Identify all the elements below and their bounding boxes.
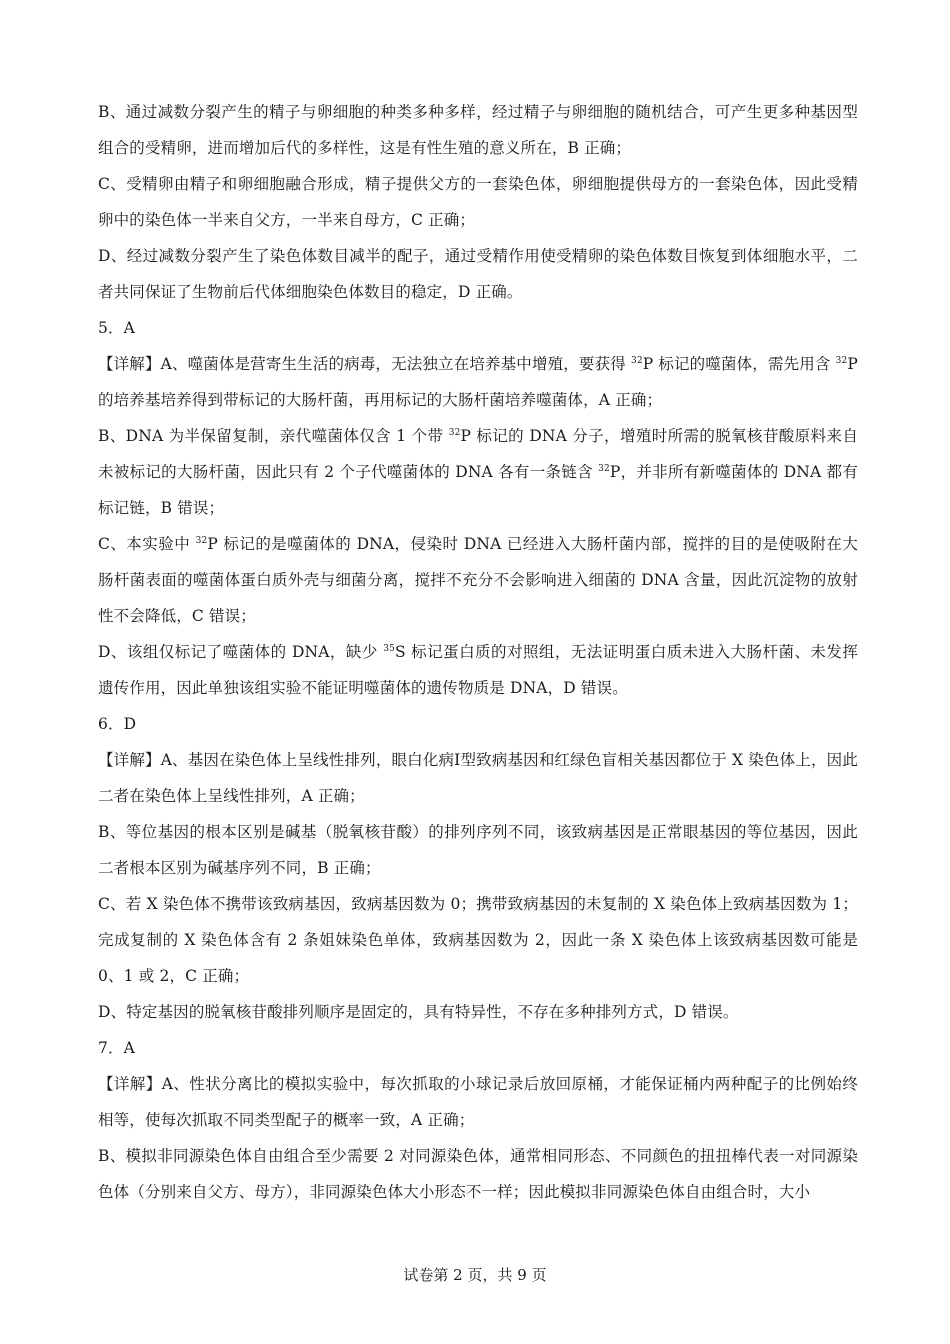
isotope-mass-number: 32: [448, 428, 461, 438]
isotope-mass-number: 32: [835, 356, 848, 366]
q7-answer: 7．A: [98, 1039, 136, 1057]
isotope-mass-number: 32: [598, 464, 610, 474]
q7-detail-a: 【详解】A、性状分离比的模拟实验中，每次抓取的小球记录后放回原桶，才能保证桶内两种配子的比例始终相等，使每次抓取不同类型配子的概率一致，A 正确；: [98, 1075, 858, 1129]
q5-option-d: D、该组仅标记了噬菌体的 DNA，缺少 $^{35}$S 标记蛋白质的对照组，无法证明蛋白质未进入大肠杆菌、未发挥遗传作用，因此单独该组实验不能证明噬菌体的遗传物质是 DNA，D 错误。: [98, 643, 858, 697]
q4-option-b: B、通过减数分裂产生的精子与卵细胞的种类多种多样，经过精子与卵细胞的随机结合，可产生更多种基因型组合的受精卵，进而增加后代的多样性，这是有性生殖的意义所在，B 正确；: [98, 103, 858, 157]
q4-option-c: C、受精卵由精子和卵细胞融合形成，精子提供父方的一套染色体，卵细胞提供母方的一套染色体，因此受精卵中的染色体一半来自父方，一半来自母方，C 正确；: [98, 175, 858, 229]
q6-answer: 6．D: [98, 715, 137, 733]
q5-answer: 5．A: [98, 319, 136, 337]
q6-option-b: B、等位基因的根本区别是碱基（脱氧核苷酸）的排列序列不同，该致病基因是正常眼基因的等位基因，因此二者根本区别为碱基序列不同，B 正确；: [98, 823, 858, 877]
isotope-mass-number: 32: [195, 536, 208, 546]
isotope-mass-number: 35: [383, 644, 395, 654]
q6-option-d: D、特定基因的脱氧核苷酸排列顺序是固定的，具有特异性，不存在多种排列方式，D 错误。: [98, 1003, 739, 1021]
q5-option-b: B、DNA 为半保留复制，亲代噬菌体仅含 1 个带 $^{32}$P 标记的 DNA 分子，增殖时所需的脱氧核苷酸原料来自未被标记的大肠杆菌，因此只有 2 个子代噬菌体的 DNA 各有一条链含 $^{32}$P，并非所有新噬菌体的 DNA 都有标记链，B 错误；: [98, 427, 858, 517]
q5-option-c: C、本实验中 $^{32}$P 标记的是噬菌体的 DNA，侵染时 DNA 已经进入大肠杆菌内部，搅拌的目的是使吸附在大肠杆菌表面的噬菌体蛋白质外壳与细菌分离，搅拌不充分不会影响进入细菌的 DNA 含量，因此沉淀物的放射性不会降低，C 错误；: [98, 535, 858, 625]
q6-detail-a: 【详解】A、基因在染色体上呈线性排列，眼白化病Ⅰ型致病基因和红绿色盲相关基因都位于 X 染色体上，因此二者在染色体上呈线性排列，A 正确；: [98, 751, 858, 805]
document-body: [98, 94, 858, 1210]
q6-option-c: C、若 X 染色体不携带该致病基因，致病基因数为 0；携带致病基因的未复制的 X 染色体上致病基因数为 1；完成复制的 X 染色体含有 2 条姐妹染色单体，致病基因数为 2，因此一条 X 染色体上该致病基因数可能是 0、1 或 2，C 正确；: [98, 895, 858, 985]
q5-detail-a: 【详解】A、噬菌体是营寄生生活的病毒，无法独立在培养基中增殖，要获得 $^{32}$P 标记的噬菌体，需先用含 $^{32}$P 的培养基培养得到带标记的大肠杆菌，再用标记的大肠杆菌培养噬菌体，A 正确；: [98, 355, 858, 409]
q4-option-d: D、经过减数分裂产生了染色体数目减半的配子，通过受精作用使受精卵的染色体数目恢复到体细胞水平，二者共同保证了生物前后代体细胞染色体数目的稳定，D 正确。: [98, 247, 858, 301]
page-footer: 试卷第 2 页，共 9 页: [403, 1266, 547, 1284]
isotope-mass-number: 32: [630, 356, 643, 366]
q7-option-b: B、模拟非同源染色体自由组合至少需要 2 对同源染色体，通常相同形态、不同颜色的扭扭棒代表一对同源染色体（分别来自父方、母方），非同源染色体大小形态不一样；因此模拟非同源染色体自由组合时，大小: [98, 1147, 858, 1201]
